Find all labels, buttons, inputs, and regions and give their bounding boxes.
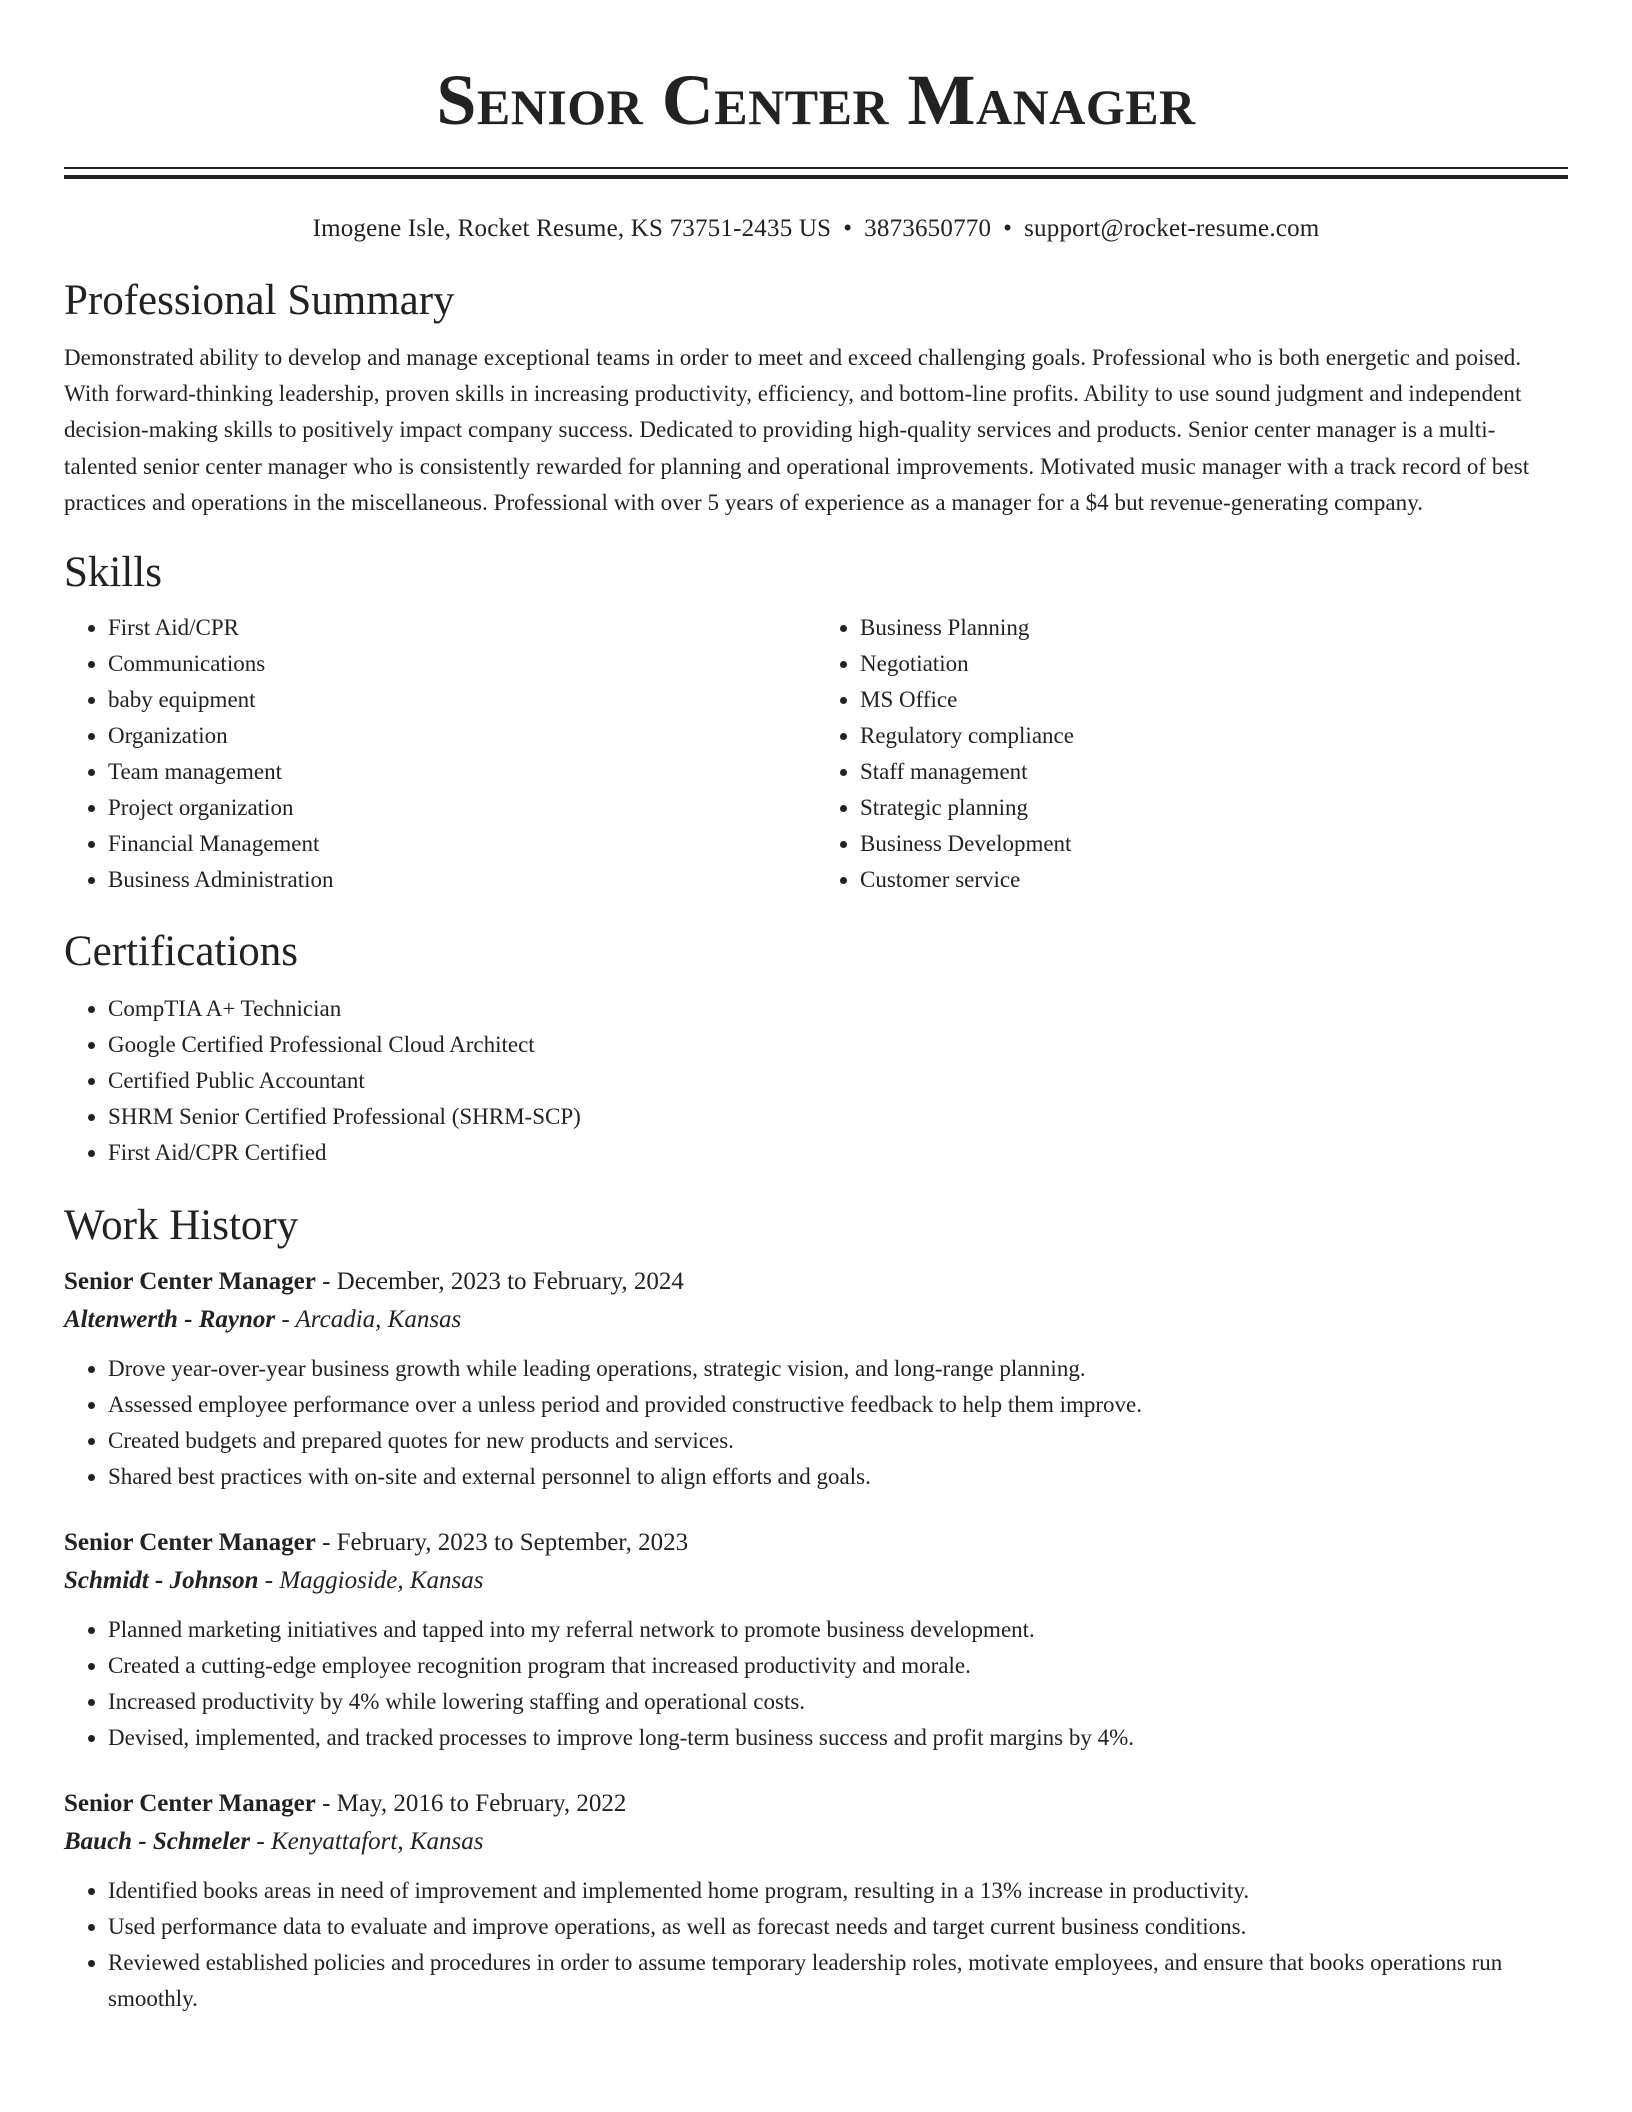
certification-item: • First Aid/CPR Certified	[108, 1135, 1568, 1171]
skill-item: • Staff management	[860, 754, 1568, 790]
job-location: - Maggioside, Kansas	[258, 1567, 484, 1595]
job-company: Schmidt - Johnson	[64, 1567, 259, 1595]
job-header	[64, 1263, 1568, 1301]
skill-item: • Organization	[108, 718, 816, 754]
job-bullet: • Created a cutting-edge employee recognition program that increased productivity and morale.	[108, 1648, 1568, 1684]
job-bullets	[64, 1873, 1568, 2017]
contact-email: support@rocket-resume.com	[1024, 215, 1320, 242]
job-subheader	[64, 1301, 1568, 1339]
skill-item: • Business Development	[860, 826, 1568, 862]
certifications-heading: Certifications	[64, 928, 299, 976]
contact-line	[64, 213, 1568, 245]
skills-grid	[64, 610, 1568, 898]
job-subheader	[64, 1823, 1568, 1861]
job-bullets	[64, 1612, 1568, 1756]
skills-heading: Skills	[64, 549, 162, 597]
job-bullet: • Planned marketing initiatives and tapped into my referral network to promote business development.	[108, 1612, 1568, 1648]
certification-item: • CompTIA A+ Technician	[108, 991, 1568, 1027]
job-entry	[64, 1785, 1568, 2017]
contact-separator: •	[843, 215, 853, 242]
skill-item: • Financial Management	[108, 826, 816, 862]
skill-item: • First Aid/CPR	[108, 610, 816, 646]
resume-page	[64, 0, 1568, 2017]
work-history-heading: Work History	[64, 1202, 299, 1250]
skill-item: • Negotiation	[860, 646, 1568, 682]
job-bullet: • Assessed employee performance over a unless period and provided constructive feedback to help them improve.	[108, 1387, 1568, 1423]
job-title: Senior Center Manager	[64, 1529, 316, 1557]
skill-item: • Regulatory compliance	[860, 718, 1568, 754]
skill-item: • Team management	[108, 754, 816, 790]
skill-item: • Communications	[108, 646, 816, 682]
job-bullets	[64, 1351, 1568, 1495]
certification-item: • Certified Public Accountant	[108, 1063, 1568, 1099]
certifications-list	[64, 991, 1568, 1171]
skills-list-left	[64, 610, 816, 898]
job-dates: - February, 2023 to September, 2023	[315, 1529, 689, 1557]
contact-address: Imogene Isle, Rocket Resume, KS 73751-2435 US	[312, 215, 832, 242]
skill-item: • Business Administration	[108, 862, 816, 898]
job-bullet: • Drove year-over-year business growth while leading operations, strategic vision, and long-range planning.	[108, 1351, 1568, 1387]
job-entry	[64, 1263, 1568, 1495]
job-header	[64, 1785, 1568, 1823]
certification-item: • Google Certified Professional Cloud Architect	[108, 1027, 1568, 1063]
job-location: - Kenyattafort, Kansas	[250, 1828, 484, 1856]
job-subheader	[64, 1562, 1568, 1600]
skills-list-right	[816, 610, 1568, 898]
skill-item: • Customer service	[860, 862, 1568, 898]
job-bullet: • Increased productivity by 4% while lowering staffing and operational costs.	[108, 1684, 1568, 1720]
job-dates: - December, 2023 to February, 2024	[315, 1268, 684, 1296]
certification-item: • SHRM Senior Certified Professional (SHRM-SCP)	[108, 1099, 1568, 1135]
contact-separator: •	[1003, 215, 1013, 242]
skill-item: • Project organization	[108, 790, 816, 826]
job-title: Senior Center Manager	[64, 1268, 316, 1296]
summary-text: Demonstrated ability to develop and manage exceptional teams in order to meet and exceed challenging goals. Professional who is both energetic and poised. With forward-thinking leadership, proven skills in increasing productivity, efficiency, and bottom-line profits. Ability to use sound judgment and independent decision-making skills to positively impact company success. Dedicated to providing high-quality services and products. Senior center manager is a multi-talented senior center manager who is consistently rewarded for planning and operational improvements. Motivated music manager with a track record of best practices and operations in the miscellaneous. Professional with over 5 years of experience as a manager for a $4 but revenue-generating company.	[64, 345, 1530, 515]
job-company: Bauch - Schmeler	[64, 1828, 251, 1856]
resume-title: Senior Center Manager	[436, 60, 1196, 140]
job-bullet: • Identified books areas in need of improvement and implemented home program, resulting in a 13% increase in productivity.	[108, 1873, 1568, 1909]
job-title: Senior Center Manager	[64, 1790, 316, 1818]
job-dates: - May, 2016 to February, 2022	[315, 1790, 627, 1818]
job-bullet: • Created budgets and prepared quotes for new products and services.	[108, 1423, 1568, 1459]
contact-phone: 3873650770	[864, 215, 992, 242]
summary-heading: Professional Summary	[64, 277, 455, 324]
job-bullet: • Used performance data to evaluate and improve operations, as well as forecast needs and target current business conditions.	[108, 1909, 1568, 1945]
job-bullet: • Devised, implemented, and tracked processes to improve long-term business success and profit margins by 4%.	[108, 1720, 1568, 1756]
job-header	[64, 1524, 1568, 1562]
job-entry	[64, 1524, 1568, 1756]
skill-item: • MS Office	[860, 682, 1568, 718]
skill-item: • Business Planning	[860, 610, 1568, 646]
job-bullet: • Shared best practices with on-site and external personnel to align efforts and goals.	[108, 1459, 1568, 1495]
job-bullet: • Reviewed established policies and procedures in order to assume temporary leadership roles, motivate employees, and ensure that books operations run smoothly.	[108, 1945, 1568, 2017]
skill-item: • baby equipment	[108, 682, 816, 718]
skill-item: • Strategic planning	[860, 790, 1568, 826]
title-divider-thick	[64, 175, 1568, 179]
title-divider-thin	[64, 167, 1568, 169]
job-location: - Arcadia, Kansas	[275, 1306, 462, 1334]
job-company: Altenwerth - Raynor	[64, 1306, 276, 1334]
